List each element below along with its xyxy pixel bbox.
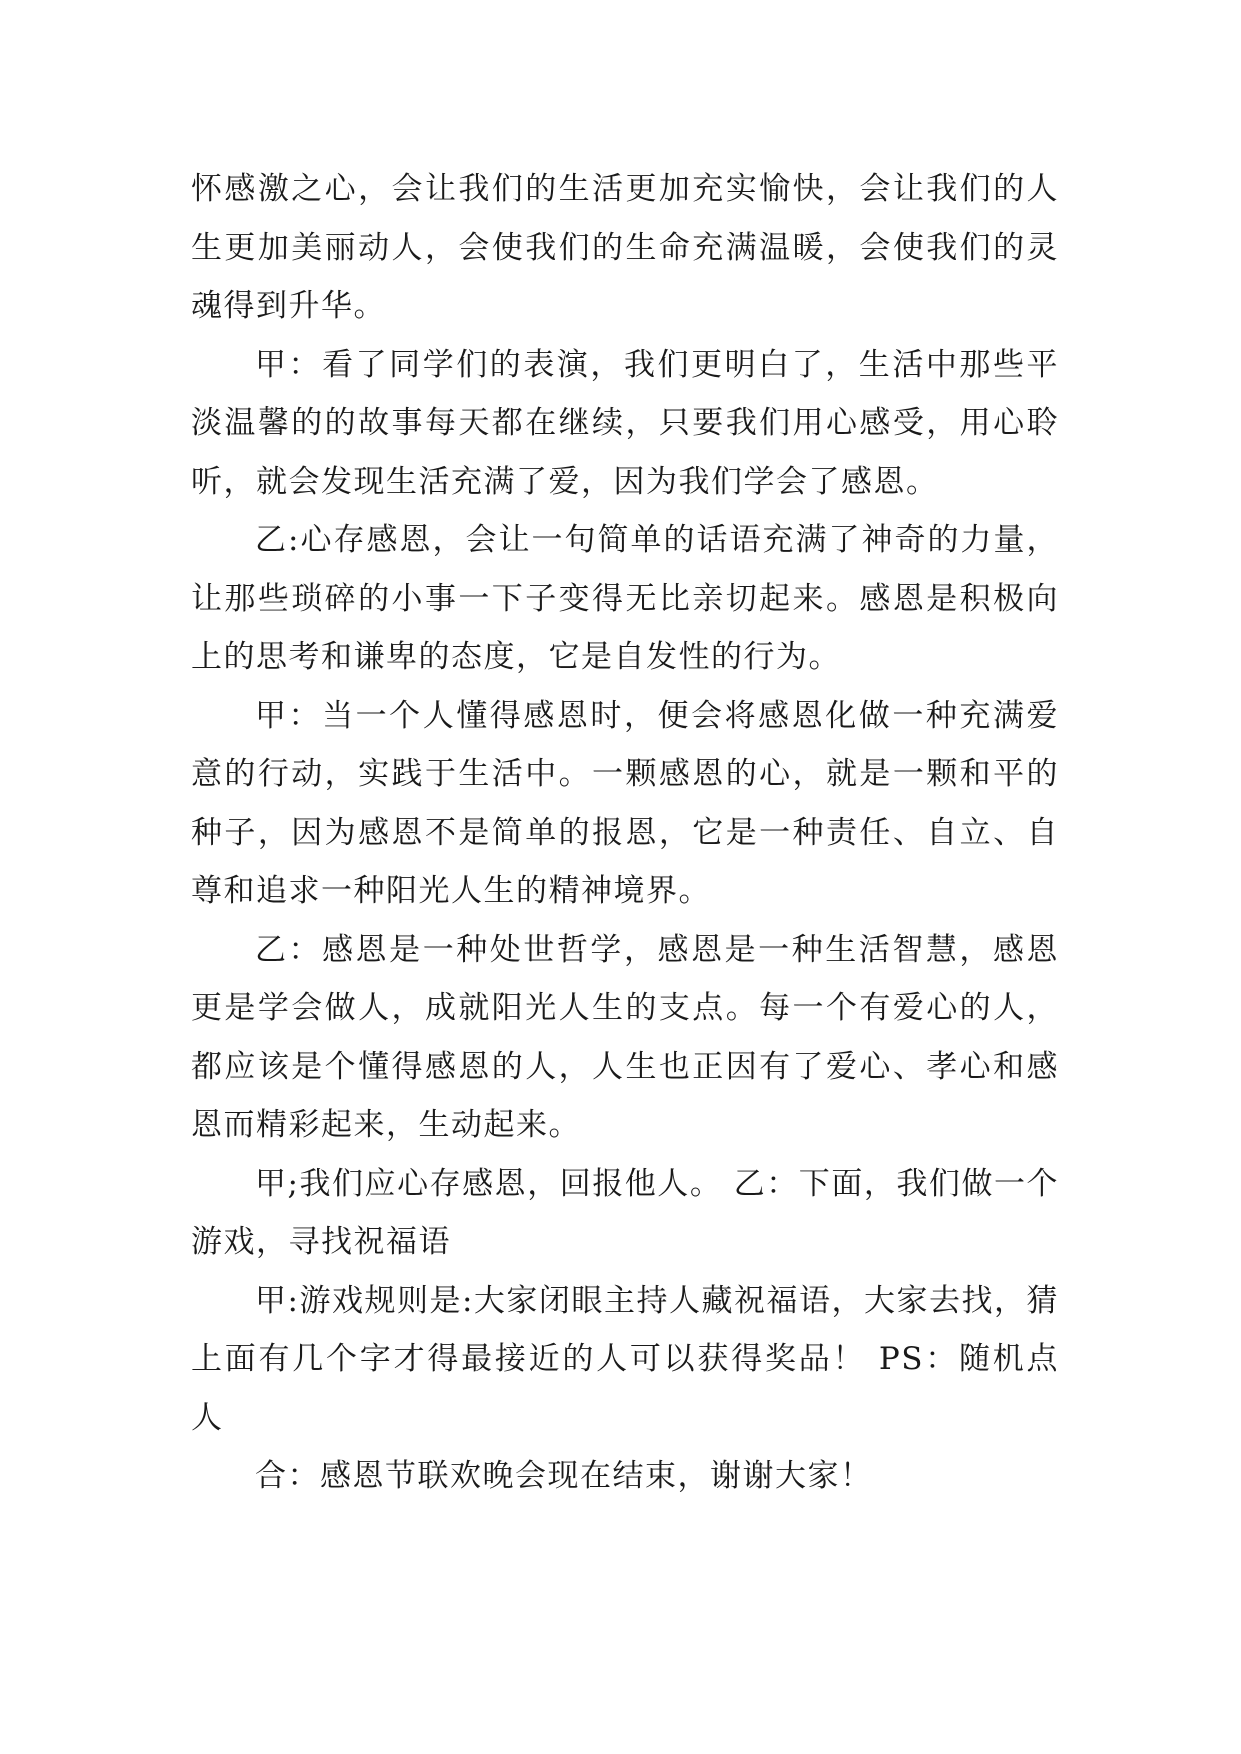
paragraph: 合：感恩节联欢晚会现在结束，谢谢大家！ [255, 1458, 873, 1494]
paragraph: 甲：当一个人懂得感恩时，便会将感恩化做一种充满爱意的行动，实践于生活中。一颗感恩的心，就是一颗和平的种子，因为感恩不是简单的报恩，它是一种责任、自立、自尊和追求一种阳光人生的精神境界。 [191, 697, 1059, 909]
paragraph: 怀感激之心，会让我们的生活更加充实愉快，会让我们的人生更加美丽动人，会使我们的生命充满温暖，会使我们的灵魂得到升华。 [191, 171, 1059, 324]
paragraph: 甲;我们应心存感恩，回报他人。 乙：下面，我们做一个游戏，寻找祝福语 [191, 1165, 1059, 1260]
paragraph: 甲:游戏规则是:大家闭眼主持人藏祝福语，大家去找，猜上面有几个字才得最接近的人可以获得奖品！ PS：随机点人 [191, 1282, 1059, 1436]
paragraph: 乙:心存感恩，会让一句简单的话语充满了神奇的力量，让那些琐碎的小事一下子变得无比亲切起来。感恩是积极向上的思考和谦卑的态度，它是自发性的行为。 [191, 522, 1059, 675]
paragraph: 乙：感恩是一种处世哲学，感恩是一种生活智慧，感恩更是学会做人，成就阳光人生的支点。每一个有爱心的人，都应该是个懂得感恩的人，人生也正因有了爱心、孝心和感恩而精彩起来，生动起来。 [191, 931, 1059, 1143]
document-body [191, 160, 1059, 1506]
paragraph: 甲：看了同学们的表演，我们更明白了，生活中那些平淡温馨的的故事每天都在继续，只要我们用心感受，用心聆听，就会发现生活充满了爱，因为我们学会了感恩。 [191, 346, 1059, 500]
